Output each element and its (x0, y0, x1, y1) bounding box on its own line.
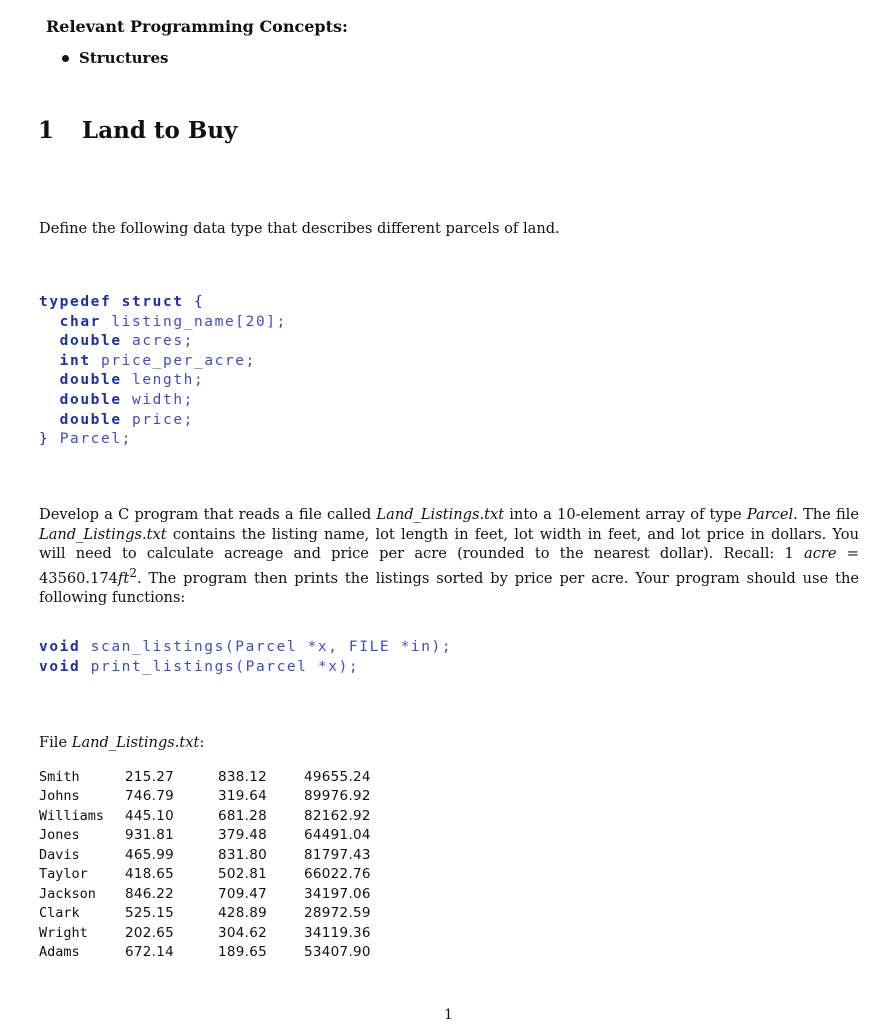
listing-length: 202.65 (125, 924, 175, 941)
listing-name: Smith (39, 768, 80, 785)
table-row (39, 826, 371, 846)
section-heading (38, 117, 237, 144)
listing-width: 189.65 (218, 944, 268, 961)
code-type-name: Parcel; (59, 431, 132, 448)
listing-length: 525.15 (125, 905, 175, 922)
listing-price: 28972.59 (304, 905, 371, 922)
code-keyword: typedef (39, 294, 112, 310)
file-name-ref: Land_Listings.txt (376, 506, 505, 523)
code-field-type: double (59, 391, 122, 408)
listing-width: 681.28 (218, 807, 268, 824)
listing-length: 215.27 (125, 768, 175, 785)
listing-name: Jackson (39, 885, 96, 902)
page-number: 1 (444, 1007, 453, 1023)
task-text: The file (797, 506, 859, 523)
code-signature: print_listings(Parcel *x); (90, 658, 360, 675)
listing-price: 89976.92 (304, 788, 371, 805)
code-field-name: price_per_acre; (101, 352, 256, 369)
file-label-prefix: File (39, 734, 72, 751)
listing-name: Williams (39, 807, 105, 824)
code-field-type: double (59, 372, 122, 389)
listing-name: Johns (39, 788, 80, 805)
listing-price: 82162.92 (304, 807, 371, 824)
listing-width: 304.62 (218, 924, 268, 941)
intro-text: Define the following data type that describes different parcels of land. (39, 220, 560, 237)
listing-price: 49655.24 (304, 768, 371, 785)
file-label-suffix: : (199, 734, 205, 751)
listing-length: 445.10 (125, 807, 175, 824)
code-keyword: void (39, 658, 81, 675)
listing-length: 931.81 (125, 827, 175, 844)
listing-price: 66022.76 (304, 866, 371, 883)
task-text: into a 10-element array of type (504, 506, 747, 523)
code-field-type: char (59, 313, 101, 330)
code-keyword: struct (121, 294, 184, 310)
listing-length: 746.79 (125, 788, 175, 805)
table-row (39, 845, 371, 865)
table-row (39, 923, 371, 943)
table-row (39, 767, 371, 787)
listing-price: 34119.36 (304, 924, 371, 941)
code-field-name: price; (132, 411, 194, 428)
table-row (39, 806, 371, 826)
listing-name: Taylor (39, 866, 88, 883)
listing-name: Adams (39, 944, 80, 961)
listing-width: 379.48 (218, 827, 268, 844)
listing-width: 502.81 (218, 866, 268, 883)
table-row (39, 904, 371, 924)
listing-width: 831.80 (218, 846, 268, 863)
code-field-name: acres; (132, 333, 194, 350)
section-title: Land to Buy (82, 117, 238, 144)
code-field-name: length; (132, 372, 205, 389)
concepts-title: Relevant Programming Concepts: (46, 17, 348, 36)
table-row (39, 787, 371, 807)
task-text: . The program then prints the listings sorted by price per acre. Your program should use the following functions: (39, 569, 859, 606)
math-variable: acre (804, 545, 837, 562)
code-keyword: void (39, 639, 81, 655)
listing-name: Jones (39, 827, 80, 844)
listing-price: 34197.06 (304, 885, 371, 902)
code-field-name: width; (132, 391, 194, 408)
math-unit: ft (117, 569, 130, 587)
file-name-ref: Land_Listings.txt (39, 525, 167, 543)
bullet-icon (62, 55, 69, 62)
task-paragraph (39, 505, 859, 607)
listing-price: 64491.04 (304, 827, 371, 844)
code-signature: scan_listings(Parcel *x, FILE *in); (90, 639, 453, 655)
struct-code-block (39, 293, 287, 450)
listing-length: 465.99 (125, 846, 175, 863)
listings-table (39, 767, 371, 962)
table-row (39, 865, 371, 885)
file-label-name: Land_Listings.txt (71, 734, 200, 751)
code-brace: { (193, 294, 205, 310)
concept-item-label: Structures (79, 49, 169, 67)
table-row (39, 943, 371, 963)
task-text: Develop a C program that reads a file called (39, 506, 377, 523)
listing-length: 846.22 (125, 885, 175, 902)
math-exponent: 2 (129, 565, 137, 580)
concepts-list (62, 49, 168, 67)
listing-name: Clark (39, 905, 80, 922)
code-brace: } (39, 431, 50, 448)
listing-width: 319.64 (218, 788, 268, 805)
section-number: 1 (38, 117, 55, 144)
listing-price: 53407.90 (304, 944, 371, 961)
listing-width: 428.89 (218, 905, 268, 922)
code-field-type: double (59, 333, 122, 350)
file-label (39, 733, 204, 753)
listing-length: 418.65 (125, 866, 175, 883)
task-text: = 43560.174 (39, 545, 859, 587)
code-field-type: int (59, 352, 91, 369)
listing-width: 709.47 (218, 885, 268, 902)
table-row (39, 884, 371, 904)
listing-name: Davis (39, 846, 80, 863)
listing-price: 81797.43 (304, 846, 371, 863)
prototype-code-block (39, 638, 452, 677)
concept-item (62, 49, 168, 67)
listing-width: 838.12 (218, 768, 268, 785)
code-field-type: double (59, 411, 122, 428)
code-field-name: listing_name[20]; (111, 313, 287, 330)
type-name-ref: Parcel. (746, 506, 798, 523)
listing-length: 672.14 (125, 944, 175, 961)
listing-name: Wright (39, 924, 88, 941)
task-text: contains the listing name, lot length in feet, lot width in feet, and lot price in dollars. You will need to calculate acreage and price per acre (rounded to the nearest dollar). Recall: 1 (39, 525, 859, 562)
